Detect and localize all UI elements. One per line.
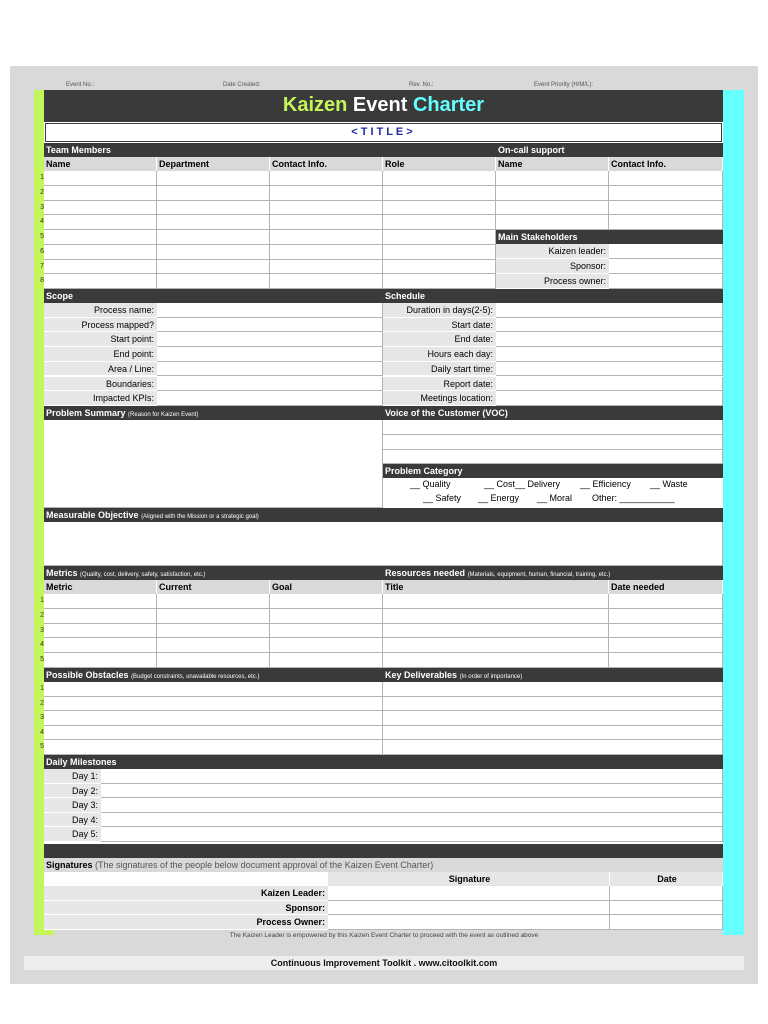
- metric-current-cell[interactable]: [157, 609, 270, 624]
- team-member-cell[interactable]: [383, 201, 496, 216]
- problem-category-header: Problem Category: [383, 464, 723, 478]
- schedule-header: Schedule: [383, 289, 723, 303]
- scope-label: Start point:: [44, 332, 157, 347]
- team-member-cell[interactable]: [44, 186, 157, 201]
- scope-label: Area / Line:: [44, 362, 157, 377]
- category-option[interactable]: __ Quality: [410, 479, 451, 489]
- obstacle-cell[interactable]: [44, 726, 383, 741]
- obstacles-row-number: 2: [40, 699, 44, 707]
- resource-date-cell[interactable]: [609, 624, 723, 639]
- oncall-contact-cell[interactable]: [609, 215, 723, 230]
- resource-date-cell[interactable]: [609, 609, 723, 624]
- objective-title: Measurable Objective: [46, 510, 139, 520]
- category-option[interactable]: __ Safety: [423, 493, 462, 503]
- voc-header: Voice of the Customer (VOC): [383, 406, 723, 420]
- team-member-cell[interactable]: [157, 201, 270, 216]
- metrics-row-number: 3: [40, 626, 44, 634]
- milestone-field[interactable]: [101, 784, 723, 799]
- category-option[interactable]: __ Cost: [484, 479, 516, 489]
- team-row-number: 4: [40, 218, 44, 226]
- resource-title-cell[interactable]: [383, 609, 609, 624]
- category-option[interactable]: __ Delivery: [515, 479, 561, 489]
- metrics-row-number: 5: [40, 656, 44, 664]
- schedule-field[interactable]: [496, 318, 723, 333]
- team-member-cell[interactable]: [383, 260, 496, 275]
- stakeholder-kaizen-leader-field[interactable]: [609, 244, 723, 259]
- team-col-name: Name: [44, 157, 157, 171]
- team-row-number: 7: [40, 262, 44, 270]
- page-title: [44, 90, 723, 122]
- scope-label: Boundaries:: [44, 377, 157, 392]
- stakeholder-process-owner-label: Process owner:: [496, 274, 609, 289]
- charter-form: [44, 90, 723, 929]
- deliverables-sub: (In order of importance): [459, 674, 523, 680]
- objective-sub: (Aligned with the Mission or a strategic goal): [141, 514, 259, 520]
- team-member-cell[interactable]: [270, 201, 383, 216]
- signatures-col-signature: Signature: [328, 872, 610, 886]
- scope-field[interactable]: [157, 362, 383, 377]
- metric-goal-cell[interactable]: [270, 624, 383, 639]
- team-member-cell[interactable]: [383, 245, 496, 260]
- resource-title-cell[interactable]: [383, 594, 609, 609]
- oncall-contact-cell[interactable]: [609, 171, 723, 186]
- team-member-cell[interactable]: [270, 245, 383, 260]
- scope-field[interactable]: [157, 377, 383, 392]
- event-no-label: Event No.:: [66, 82, 95, 88]
- oncall-col-name: Name: [496, 157, 609, 171]
- title-word-kaizen: Kaizen: [282, 94, 348, 116]
- scope-field[interactable]: [157, 303, 383, 318]
- metrics-sub: (Quality, cost, delivery, safety, satisfaction, etc.): [80, 572, 206, 578]
- team-member-cell[interactable]: [157, 215, 270, 230]
- category-option[interactable]: __ Efficiency: [580, 479, 631, 489]
- metrics-row-number: 4: [40, 641, 44, 649]
- team-member-cell[interactable]: [44, 260, 157, 275]
- obstacles-row-number: 1: [40, 685, 44, 692]
- resource-title-cell[interactable]: [383, 653, 609, 668]
- metric-current-cell[interactable]: [157, 653, 270, 668]
- signatures-header: [44, 858, 723, 872]
- team-row-number: 3: [40, 203, 44, 211]
- team-member-cell[interactable]: [270, 260, 383, 275]
- scope-field[interactable]: [157, 347, 383, 362]
- scope-label: End point:: [44, 347, 157, 362]
- team-member-cell[interactable]: [270, 186, 383, 201]
- metric-current-cell[interactable]: [157, 638, 270, 653]
- metric-goal-cell[interactable]: [270, 638, 383, 653]
- scope-label: Process mapped?: [44, 318, 157, 333]
- obstacle-cell[interactable]: [44, 740, 383, 755]
- deliverable-cell[interactable]: [383, 740, 723, 755]
- metrics-row-number: 2: [40, 611, 44, 619]
- resources-col-date: Date needed: [609, 580, 723, 594]
- team-member-cell[interactable]: [383, 274, 496, 289]
- signature-role-label: Sponsor:: [44, 901, 328, 916]
- scope-field[interactable]: [157, 332, 383, 347]
- team-member-cell[interactable]: [270, 215, 383, 230]
- signature-field[interactable]: [328, 901, 610, 916]
- signature-date-field[interactable]: [610, 915, 723, 930]
- schedule-label: End date:: [383, 332, 496, 347]
- team-member-cell[interactable]: [383, 186, 496, 201]
- signatures-col-date: Date: [610, 872, 723, 886]
- footnote: The Kaizen Leader is empowered by this Kaizen Event Charter to proceed with the event as outlined above: [229, 932, 539, 939]
- signature-role-label: Process Owner:: [44, 915, 328, 930]
- stakeholder-sponsor-field[interactable]: [609, 259, 723, 274]
- metric-goal-cell[interactable]: [270, 594, 383, 609]
- team-row-number: 1: [40, 174, 44, 181]
- team-col-contact: Contact Info.: [270, 157, 383, 171]
- schedule-field[interactable]: [496, 362, 723, 377]
- schedule-label: Hours each day:: [383, 347, 496, 362]
- metric-current-cell[interactable]: [157, 624, 270, 639]
- schedule-label: Daily start time:: [383, 362, 496, 377]
- milestone-field[interactable]: [101, 798, 723, 813]
- metric-cell[interactable]: [44, 624, 157, 639]
- stakeholders-header: Main Stakeholders: [496, 230, 723, 244]
- metrics-col-metric: Metric: [44, 580, 157, 594]
- metric-cell[interactable]: [44, 594, 157, 609]
- team-row-number: 6: [40, 247, 44, 255]
- document-meta: [10, 66, 758, 90]
- oncall-header: On-call support: [496, 143, 723, 157]
- resources-title: Resources needed: [385, 568, 466, 578]
- scope-header: Scope: [44, 289, 383, 303]
- team-member-cell[interactable]: [157, 230, 270, 245]
- metrics-row-number: 1: [40, 597, 44, 604]
- schedule-label: Meetings location:: [383, 391, 496, 406]
- obstacles-row-number: 5: [40, 743, 44, 751]
- schedule-field[interactable]: [496, 391, 723, 406]
- metrics-col-goal: Goal: [270, 580, 383, 594]
- signatures-sub: (The signatures of the people below document approval of the Kaizen Event Charter): [95, 860, 434, 870]
- event-title-field[interactable]: <TITLE>: [45, 123, 722, 142]
- team-col-department: Department: [157, 157, 270, 171]
- stakeholder-kaizen-leader-label: Kaizen leader:: [496, 244, 609, 259]
- stakeholder-sponsor-label: Sponsor:: [496, 259, 609, 274]
- deliverables-title: Key Deliverables: [385, 670, 458, 680]
- schedule-label: Start date:: [383, 318, 496, 333]
- obstacle-cell[interactable]: [44, 682, 383, 697]
- voc-field-3[interactable]: [383, 450, 723, 464]
- category-option[interactable]: __ Waste: [650, 479, 688, 489]
- resource-title-cell[interactable]: [383, 624, 609, 639]
- team-members-header: Team Members: [44, 143, 496, 157]
- oncall-contact-cell[interactable]: [609, 186, 723, 201]
- milestones-header: Daily Milestones: [44, 755, 723, 769]
- scope-field[interactable]: [157, 391, 383, 406]
- team-member-cell[interactable]: [270, 274, 383, 289]
- milestone-day-label: Day 1:: [44, 769, 101, 784]
- obstacles-row-number: 4: [40, 728, 44, 736]
- deliverable-cell[interactable]: [383, 711, 723, 726]
- oncall-col-contact: Contact Info.: [609, 157, 723, 171]
- team-row-number: 5: [40, 233, 44, 240]
- deliverable-cell[interactable]: [383, 726, 723, 741]
- milestone-field[interactable]: [101, 813, 723, 828]
- milestone-field[interactable]: [101, 827, 723, 842]
- metric-cell[interactable]: [44, 638, 157, 653]
- footer: Continuous Improvement Toolkit . www.citoolkit.com: [24, 956, 744, 970]
- problem-summary-field[interactable]: [44, 420, 383, 508]
- rev-no-label: Rev. No.:: [409, 82, 434, 88]
- cyan-side-strip: [723, 90, 744, 935]
- resource-date-cell[interactable]: [609, 638, 723, 653]
- team-member-cell[interactable]: [157, 260, 270, 275]
- obstacles-sub: (Budget constraints, unavailable resources, etc.): [131, 674, 260, 680]
- date-created-label: Date Created:: [223, 82, 261, 88]
- milestone-day-label: Day 4:: [44, 813, 101, 828]
- objective-field[interactable]: [44, 522, 723, 566]
- team-member-cell[interactable]: [44, 274, 157, 289]
- oncall-contact-cell[interactable]: [609, 201, 723, 216]
- team-member-cell[interactable]: [383, 171, 496, 186]
- deliverable-cell[interactable]: [383, 697, 723, 712]
- metrics-col-current: Current: [157, 580, 270, 594]
- oncall-name-cell[interactable]: [496, 186, 609, 201]
- team-member-cell[interactable]: [44, 201, 157, 216]
- metric-current-cell[interactable]: [157, 594, 270, 609]
- scope-label: Impacted KPIs:: [44, 391, 157, 406]
- milestones-footer-bar: [44, 844, 723, 858]
- oncall-name-cell[interactable]: [496, 215, 609, 230]
- scope-label: Process name:: [44, 303, 157, 318]
- voc-field-2[interactable]: [383, 435, 723, 450]
- team-member-cell[interactable]: [157, 274, 270, 289]
- resource-title-cell[interactable]: [383, 638, 609, 653]
- milestone-field[interactable]: [101, 769, 723, 784]
- schedule-field[interactable]: [496, 332, 723, 347]
- oncall-name-cell[interactable]: [496, 201, 609, 216]
- team-member-cell[interactable]: [44, 215, 157, 230]
- metric-cell[interactable]: [44, 653, 157, 668]
- oncall-name-cell[interactable]: [496, 171, 609, 186]
- metric-goal-cell[interactable]: [270, 653, 383, 668]
- signature-date-field[interactable]: [610, 901, 723, 916]
- team-member-cell[interactable]: [44, 245, 157, 260]
- schedule-field[interactable]: [496, 303, 723, 318]
- team-member-cell[interactable]: [44, 171, 157, 186]
- signature-field[interactable]: [328, 886, 610, 901]
- team-member-cell[interactable]: [157, 186, 270, 201]
- resource-date-cell[interactable]: [609, 594, 723, 609]
- signature-date-field[interactable]: [610, 886, 723, 901]
- signature-field[interactable]: [328, 915, 610, 930]
- team-col-role: Role: [383, 157, 496, 171]
- priority-label: Event Priority (H/M/L):: [534, 82, 594, 88]
- team-member-cell[interactable]: [383, 230, 496, 245]
- schedule-field[interactable]: [496, 347, 723, 362]
- stakeholder-process-owner-field[interactable]: [609, 274, 723, 289]
- category-option[interactable]: __ Moral: [537, 493, 573, 503]
- signature-role-label: Kaizen Leader:: [44, 886, 328, 901]
- resources-sub: (Materials, equipment, human, financial, training, etc.): [467, 572, 611, 578]
- obstacle-cell[interactable]: [44, 711, 383, 726]
- obstacles-row-number: 3: [40, 714, 44, 722]
- milestone-day-label: Day 5:: [44, 827, 101, 842]
- team-member-cell[interactable]: [157, 245, 270, 260]
- resources-col-title: Title: [383, 580, 609, 594]
- obstacle-cell[interactable]: [44, 697, 383, 712]
- metric-goal-cell[interactable]: [270, 609, 383, 624]
- scope-field[interactable]: [157, 318, 383, 333]
- category-option[interactable]: __ Energy: [478, 493, 520, 503]
- team-member-cell[interactable]: [44, 230, 157, 245]
- title-word-event: Event: [352, 94, 408, 116]
- schedule-field[interactable]: [496, 377, 723, 392]
- team-member-cell[interactable]: [383, 215, 496, 230]
- team-member-cell[interactable]: [157, 171, 270, 186]
- schedule-label: Report date:: [383, 377, 496, 392]
- team-member-cell[interactable]: [270, 230, 383, 245]
- problem-summary-title: Problem Summary: [46, 408, 126, 418]
- team-member-cell[interactable]: [270, 171, 383, 186]
- voc-field-1[interactable]: [383, 420, 723, 435]
- title-word-charter: Charter: [412, 94, 485, 116]
- milestone-day-label: Day 3:: [44, 798, 101, 813]
- problem-summary-sub: (Reason for Kaizen Event): [128, 412, 199, 418]
- metric-cell[interactable]: [44, 609, 157, 624]
- category-option[interactable]: Other: ___________: [592, 493, 675, 503]
- obstacles-title: Possible Obstacles: [46, 670, 129, 680]
- signatures-title: Signatures: [46, 860, 93, 870]
- team-row-number: 8: [40, 277, 44, 285]
- team-row-number: 2: [40, 188, 44, 196]
- schedule-label: Duration in days(2-5):: [383, 303, 496, 318]
- milestone-day-label: Day 2:: [44, 784, 101, 799]
- resource-date-cell[interactable]: [609, 653, 723, 668]
- metrics-title: Metrics: [46, 568, 78, 578]
- deliverable-cell[interactable]: [383, 682, 723, 697]
